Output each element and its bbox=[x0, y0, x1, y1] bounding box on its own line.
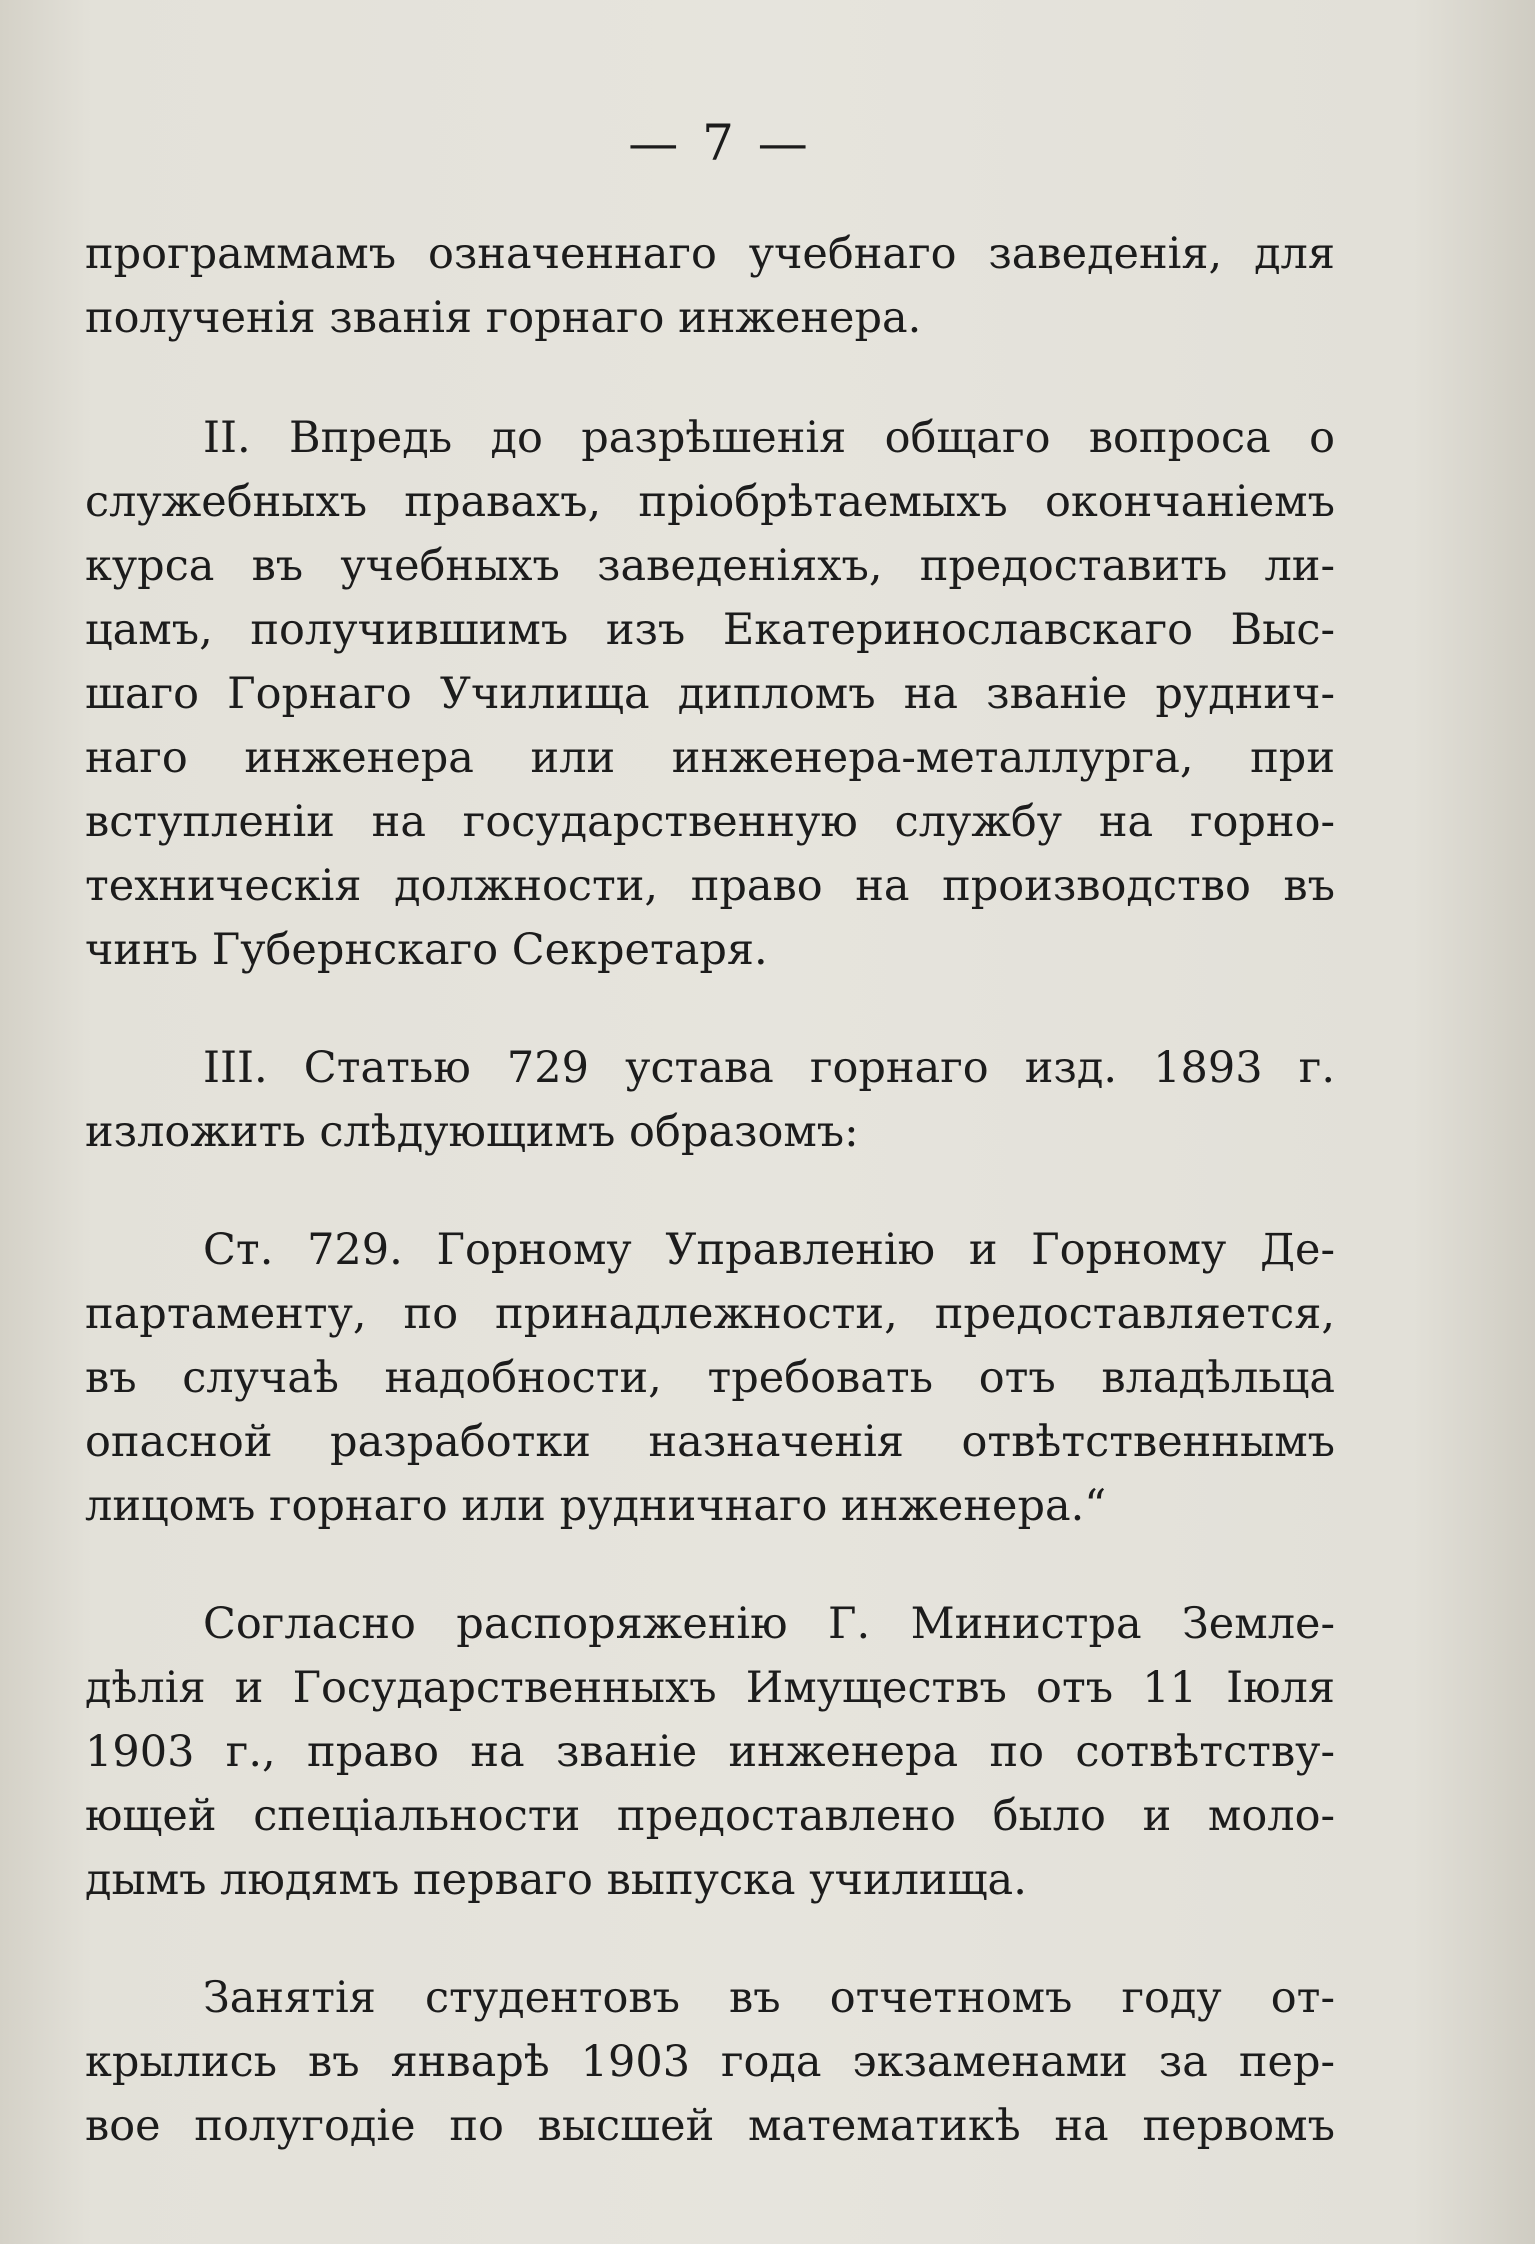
paragraph bbox=[85, 406, 1335, 982]
text-line: курса въ учебныхъ заведеніяхъ, предоставить ли- bbox=[85, 541, 1335, 591]
page-number: — 7 — bbox=[628, 114, 812, 172]
text-line: крылись въ январѣ 1903 года экзаменами за пер- bbox=[85, 2037, 1335, 2087]
text-line: 1903 г., право на званіе инженера по сотвѣтству- bbox=[85, 1727, 1335, 1777]
text-line: II. Впредь до разрѣшенія общаго вопроса о bbox=[203, 413, 1335, 463]
text-line: служебныхъ правахъ, пріобрѣтаемыхъ окончаніемъ bbox=[85, 477, 1335, 527]
text-line: лицомъ горнаго или рудничнаго инженера.“ bbox=[85, 1481, 1107, 1531]
text-line: полученія званія горнаго инженера. bbox=[85, 293, 922, 343]
paragraph bbox=[85, 222, 1335, 350]
body-text bbox=[85, 222, 1335, 2212]
text-line: опасной разработки назначенія отвѣтственнымъ bbox=[85, 1417, 1335, 1467]
text-line: вое полугодіе по высшей математикѣ на первомъ bbox=[85, 2101, 1335, 2151]
paragraph bbox=[85, 1592, 1335, 1912]
paragraph bbox=[85, 1966, 1335, 2158]
text-line: Ст. 729. Горному Управленію и Горному Де- bbox=[203, 1225, 1335, 1275]
text-line: партаменту, по принадлежности, предоставляется, bbox=[85, 1289, 1335, 1339]
text-line: дѣлія и Государственныхъ Имуществъ отъ 11 Іюля bbox=[85, 1663, 1335, 1713]
text-line: Занятія студентовъ въ отчетномъ году от- bbox=[203, 1973, 1335, 2023]
paragraph bbox=[85, 1218, 1335, 1538]
text-line: программамъ означеннаго учебнаго заведенія, для bbox=[85, 229, 1335, 279]
text-line: шаго Горнаго Училища дипломъ на званіе руднич- bbox=[85, 669, 1335, 719]
text-line: вступленіи на государственную службу на горно- bbox=[85, 797, 1335, 847]
text-line: чинъ Губернскаго Секретаря. bbox=[85, 925, 768, 975]
text-line: цамъ, получившимъ изъ Екатеринославскаго Выс- bbox=[85, 605, 1335, 655]
text-line: ющей спеціальности предоставлено было и моло- bbox=[85, 1791, 1335, 1841]
text-line: Согласно распоряженію Г. Министра Земле- bbox=[203, 1599, 1335, 1649]
paragraph bbox=[85, 1036, 1335, 1164]
text-line: техническія должности, право на производство въ bbox=[85, 861, 1335, 911]
text-line: въ случаѣ надобности, требовать отъ владѣльца bbox=[85, 1353, 1335, 1403]
text-line: III. Статью 729 устава горнаго изд. 1893 г. bbox=[203, 1043, 1335, 1093]
text-line: изложить слѣдующимъ образомъ: bbox=[85, 1107, 859, 1157]
text-line: дымъ людямъ перваго выпуска училища. bbox=[85, 1855, 1027, 1905]
text-line: наго инженера или инженера-металлурга, при bbox=[85, 733, 1335, 783]
